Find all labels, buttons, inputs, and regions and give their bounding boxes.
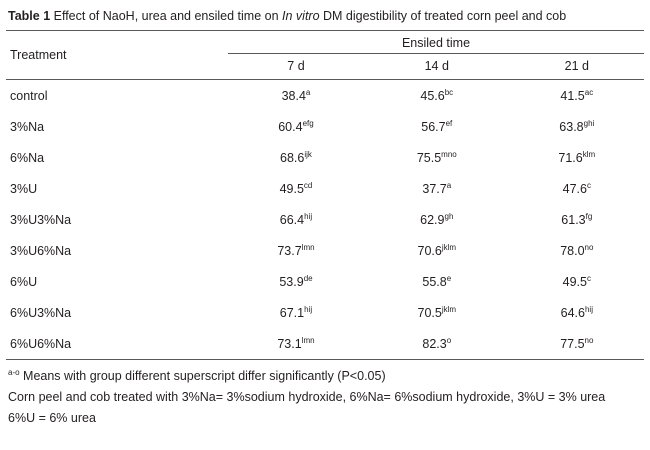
cell-superscript: jklm — [441, 304, 457, 314]
cell-superscript: ef — [445, 118, 453, 128]
table-row — [6, 266, 644, 297]
cell-superscript: jklm — [441, 242, 457, 252]
cell-number: 38.4 — [281, 88, 306, 103]
cell-value — [510, 266, 644, 297]
footnote-superscript-range: a-o — [8, 367, 20, 377]
column-header-treatment: Treatment — [6, 31, 228, 80]
cell-superscript: e — [446, 273, 452, 283]
cell-value — [228, 328, 364, 360]
row-label: 3%U6%Na — [10, 243, 72, 258]
cell-superscript: hij — [304, 304, 313, 314]
column-header-group-ensiled-time: Ensiled time — [228, 31, 644, 54]
row-label: 3%Na — [10, 119, 45, 134]
caption-label: Table 1 — [8, 9, 51, 23]
cell-superscript: de — [303, 273, 313, 283]
caption-text-before: Effect of NaoH, urea and ensiled time on — [50, 9, 283, 23]
cell-superscript: cd — [303, 180, 313, 190]
cell-superscript: fg — [585, 211, 593, 221]
cell-superscript: a — [305, 87, 311, 97]
cell-value — [510, 173, 644, 204]
table-row — [6, 204, 644, 235]
footnote-line-2: Corn peel and cob treated with 3%Na= 3%sodium hydroxide, 6%Na= 6%sodium hydroxide, 3%U = 3% urea — [8, 390, 606, 404]
cell-number: 60.4 — [278, 119, 303, 134]
table-row — [6, 142, 644, 173]
cell-value — [228, 235, 364, 266]
cell-value — [228, 173, 364, 204]
cell-value — [364, 297, 510, 328]
table-row — [6, 297, 644, 328]
cell-value — [228, 204, 364, 235]
cell-value — [228, 297, 364, 328]
table-footnotes — [6, 360, 644, 429]
cell-value — [510, 80, 644, 112]
cell-value — [228, 266, 364, 297]
cell-number: 73.1 — [277, 336, 302, 351]
cell-value — [364, 142, 510, 173]
cell-number: 75.5 — [416, 150, 442, 165]
row-label: control — [10, 88, 48, 103]
cell-number: 82.3 — [422, 336, 447, 351]
cell-value — [364, 204, 510, 235]
column-header-14d: 14 d — [424, 59, 449, 73]
table-row — [6, 111, 644, 142]
cell-superscript: klm — [582, 149, 596, 159]
cell-number: 55.8 — [422, 274, 447, 289]
cell-superscript: bc — [444, 87, 454, 97]
cell-value — [364, 111, 510, 142]
cell-number: 66.4 — [279, 212, 305, 227]
cell-number: 45.6 — [420, 88, 445, 103]
cell-value — [510, 204, 644, 235]
cell-number: 37.7 — [422, 181, 447, 196]
row-label: 3%U3%Na — [10, 212, 72, 227]
table-body — [6, 80, 644, 360]
cell-superscript: hij — [304, 211, 313, 221]
cell-number: 67.1 — [279, 305, 305, 320]
cell-superscript: gh — [444, 211, 454, 221]
cell-number: 56.7 — [421, 119, 446, 134]
cell-value — [510, 297, 644, 328]
row-label: 3%U — [10, 181, 38, 196]
caption-italic-term: In vitro — [282, 9, 320, 23]
cell-number: 77.5 — [560, 336, 585, 351]
header-row-group — [6, 31, 644, 54]
cell-superscript: ac — [584, 87, 594, 97]
row-label: 6%U6%Na — [6, 328, 228, 360]
cell-superscript: c — [586, 180, 591, 190]
cell-value — [228, 111, 364, 142]
cell-superscript: o — [446, 335, 452, 345]
cell-number: 62.9 — [420, 212, 445, 227]
column-header-21d: 21 d — [564, 59, 589, 73]
cell-number: 41.5 — [560, 88, 585, 103]
cell-number: 47.6 — [562, 181, 587, 196]
table-row — [6, 173, 644, 204]
cell-value — [510, 142, 644, 173]
cell-value — [364, 266, 510, 297]
cell-superscript: c — [586, 273, 591, 283]
cell-superscript: efg — [302, 118, 314, 128]
cell-value — [510, 111, 644, 142]
cell-value — [364, 173, 510, 204]
cell-value — [364, 80, 510, 112]
footnote-line-1 — [8, 366, 642, 387]
cell-superscript: no — [584, 242, 594, 252]
row-label: 6%U3%Na — [10, 305, 72, 320]
table-caption — [6, 8, 644, 30]
cell-number: 63.8 — [559, 119, 584, 134]
cell-superscript: ghi — [583, 118, 595, 128]
table-head — [6, 31, 644, 80]
data-table — [6, 30, 644, 360]
table-row — [6, 328, 644, 360]
footnote-text-1: Means with group different superscript differ significantly (P<0.05) — [19, 369, 386, 383]
table-row — [6, 235, 644, 266]
cell-number: 68.6 — [280, 150, 305, 165]
cell-number: 70.5 — [417, 305, 442, 320]
footnote-line-3: 6%U = 6% urea — [8, 411, 96, 425]
cell-number: 61.3 — [561, 212, 586, 227]
cell-value — [364, 328, 510, 360]
row-label: 6%U — [10, 274, 38, 289]
cell-value — [228, 80, 364, 112]
caption-text-after: DM digestibility of treated corn peel and cob — [319, 9, 567, 23]
cell-number: 78.0 — [560, 243, 585, 258]
cell-value — [510, 328, 644, 360]
cell-superscript: a — [446, 180, 452, 190]
cell-number: 49.5 — [562, 274, 587, 289]
cell-number: 49.5 — [279, 181, 304, 196]
cell-number: 53.9 — [279, 274, 304, 289]
cell-superscript: mno — [441, 149, 457, 159]
table-row — [6, 80, 644, 112]
cell-number: 64.6 — [560, 305, 585, 320]
row-label: 6%Na — [10, 150, 45, 165]
column-header-7d: 7 d — [287, 59, 305, 73]
cell-superscript: hij — [584, 304, 593, 314]
cell-value — [510, 235, 644, 266]
cell-superscript: lmn — [301, 242, 315, 252]
cell-number: 71.6 — [558, 150, 583, 165]
cell-value — [228, 142, 364, 173]
cell-number: 73.7 — [277, 243, 302, 258]
cell-superscript: lmn — [301, 335, 315, 345]
cell-value — [364, 235, 510, 266]
cell-superscript: no — [584, 335, 594, 345]
cell-superscript: ijk — [304, 149, 312, 159]
cell-number: 70.6 — [417, 243, 442, 258]
